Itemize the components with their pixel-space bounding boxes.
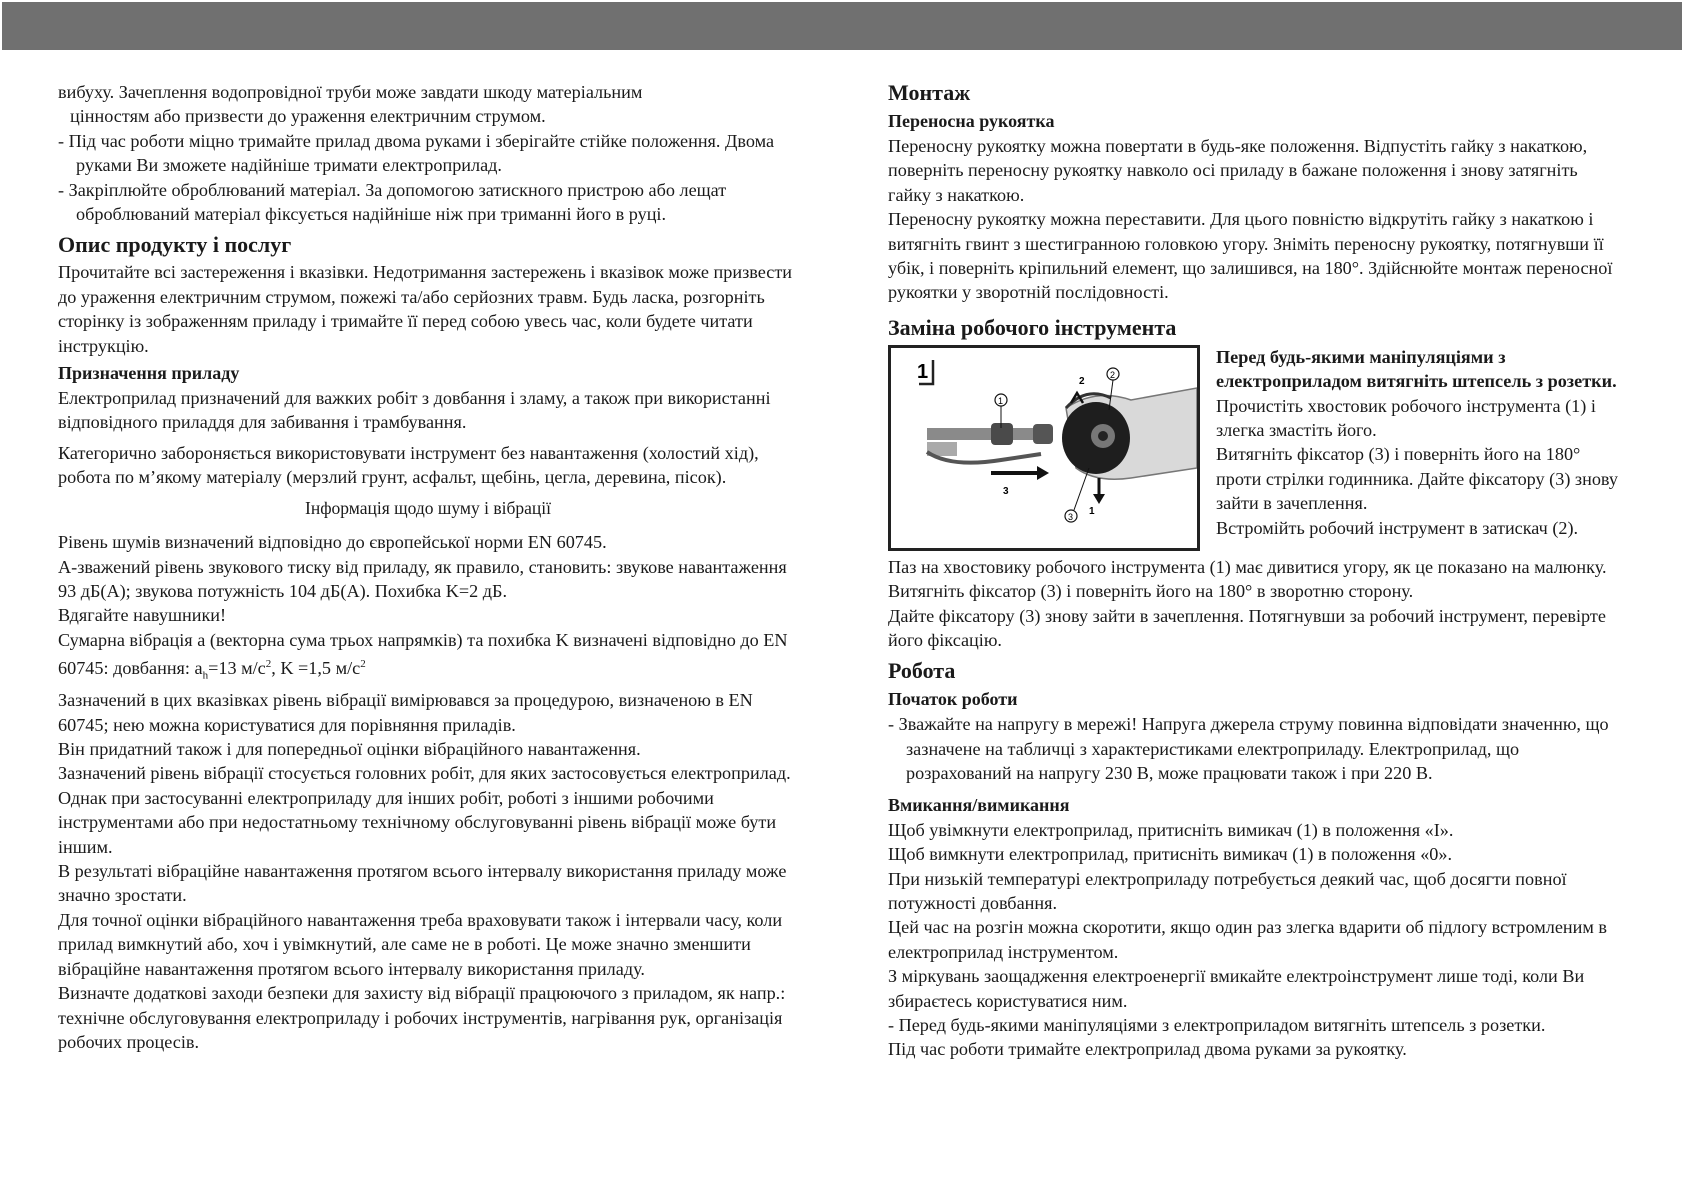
figure-callout: 2 bbox=[1079, 375, 1085, 387]
noise-paragraph: А-зважений рівень звукового тиску від приладу, як правило, становить: звукове навантаження 93 дБ(А); звукова потужність 104 дБ(А). Похибка K=2 дБ. bbox=[58, 556, 787, 601]
vibration-paragraph: Для точної оцінки вібраційного навантаження треба враховувати також і інтервали часу, коли прилад вимкнутий або, хоч і увімкнутий, але саме не в роботі. Це може значно зменшити вібраційне навантаження протягом всього інтервалу використання приладу. bbox=[58, 909, 783, 979]
figure-callout: 1 bbox=[998, 395, 1004, 406]
purpose-warning: Категорично забороняється використовувати інструмент без навантаження (холостий хід), робота по м’якому матеріалу (мерзлий грунт, асфальт, щебінь, цегла, деревина, пісок). bbox=[58, 442, 759, 488]
heading-work: Робота bbox=[888, 658, 956, 684]
vibration-paragraph: Він придатний також і для попередньої оцінки вібраційного навантаження. bbox=[58, 739, 641, 760]
onoff-bullet: - Перед будь-якими маніпуляціями з електроприладом витягніть штепсель з розетки. bbox=[888, 1014, 1546, 1035]
intro-line: вибуху. Зачеплення водопровідної труби може завдати шкоду матеріальним bbox=[58, 82, 643, 102]
vibration-paragraph: Сумарна вібрація а (векторна сума трьох напрямків) та похибка K визначені відповідно до EN 60745: довбання: $a_h=13$ $м/с^2$, K =1,5 $м/с^2$ bbox=[58, 629, 788, 682]
heading-purpose: Призначення приладу bbox=[58, 363, 240, 384]
heading-replace: Заміна робочого інструмента bbox=[888, 314, 1177, 340]
onoff-paragraph: При низькій температурі електроприладу потребується деякий час, щоб досягти повної потужності довбання. bbox=[888, 868, 1567, 913]
left-column bbox=[58, 80, 798, 1054]
replace-paragraph: Дайте фіксатору (3) знову зайти в зачеплення. Потягнувши за робочий інструмент, перевірте його фіксацію. bbox=[888, 605, 1606, 651]
heading-start: Початок роботи bbox=[888, 689, 1018, 710]
figure-step: Прочистіть хвостовик робочого інструмента (1) і злегка змастіть його. bbox=[1216, 395, 1596, 441]
replace-paragraph: Витягніть фіксатор (3) і поверніть його на 180° в зворотню сторону. bbox=[888, 581, 1414, 602]
vibration-paragraph: Визначте додаткові заходи безпеки для захисту від вібрації працюючого з приладом, як напр.: технічне обслуговування електроприладу і робочих інструментів, нагрівання рук, організація робочих процесів. bbox=[58, 983, 786, 1052]
heading-onoff: Вмикання/вимикання bbox=[888, 794, 1070, 815]
vibration-paragraph: В результаті вібраційне навантаження протягом всього інтервалу використання приладу може значно зростати. bbox=[58, 861, 787, 906]
header-bar bbox=[2, 2, 1682, 50]
vibration-paragraph: Зазначений рівень вібрації стосується головних робіт, для яких застосовується електроприлад. Однак при застосуванні електроприладу для інших робіт, роботі з іншими робочими інструментами або при недостатньому технічному обслуговуванні рівень вібрації може бути іншим. bbox=[58, 763, 791, 857]
vibration-paragraph: Зазначений в цих вказівках рівень вібрації вимірювався за процедурою, визначеною в EN 60745; нею можна користуватися для порівняння приладів. bbox=[58, 690, 753, 735]
noise-heading: Інформація щодо шуму і вібрації bbox=[305, 497, 551, 518]
safety-bullet: - Під час роботи міцно тримайте прилад двома руками і зберігайте стійке положення. Двома руками Ви зможете надійніше тримати електроприлад. bbox=[58, 130, 775, 176]
purpose-text: Електроприлад призначений для важких робіт з довбання і зламу, а також при використанні відповідного приладдя для забивання і трамбування. bbox=[58, 388, 771, 433]
figure-step: Витягніть фіксатор (3) і поверніть його на 180° проти стрілки годинника. Дайте фіксатору (3) знову зайти в зачеплення. bbox=[1216, 444, 1618, 514]
right-column bbox=[888, 80, 1618, 1062]
handle-paragraph: Переносну рукоятку можна повертати в будь-яке положення. Відпустіть гайку з накаткою, поверніть переносну рукоятку навколо осі приладу в бажане положення і знову затягніть гайку з накаткою. bbox=[888, 136, 1588, 205]
noise-paragraph: Рівень шумів визначений відповідно до європейської норми EN 60745. bbox=[58, 532, 607, 553]
start-bullet: - Зважайте на напругу в мережі! Напруга джерела струму повинна відповідати значенню, що зазначене на табличці з характеристиками електроприладу. Електроприлад, що розрахований на напругу 230 В, може працювати також і при 220 В. bbox=[888, 714, 1609, 784]
description-text: Прочитайте всі застереження і вказівки. Недотримання застережень і вказівок може призвести до ураження електричним струмом, пожежі та/або серйозних травм. Будь ласка, розгорніть сторінку із зображенням приладу і тримайте її перед собою увесь час, коли будете читати інструкцію. bbox=[58, 262, 793, 356]
tool-insertion-figure bbox=[888, 345, 1200, 551]
figure-callout: 3 bbox=[1068, 511, 1074, 522]
figure-warning: Перед будь-якими маніпуляціями з електроприладом витягніть штепсель з розетки. bbox=[1216, 346, 1617, 392]
figure-row bbox=[888, 345, 1618, 551]
figure-step-label: 1 bbox=[917, 360, 929, 383]
heading-description: Опис продукту і послуг bbox=[58, 232, 292, 258]
onoff-paragraph: Щоб увімкнути електроприлад, притисніть вимикач (1) в положення «I». bbox=[888, 819, 1454, 840]
heading-mount: Монтаж bbox=[888, 80, 971, 105]
figure-callout: 2 bbox=[1110, 369, 1116, 380]
safety-bullet: - Закріплюйте оброблюваний матеріал. За допомогою затискного пристрою або лещат оброблюваний матеріал фіксується надійніше ніж при триманні його в руці. bbox=[58, 179, 727, 225]
handle-paragraph: Переносну рукоятку можна переставити. Для цього повністю відкрутіть гайку з накаткою і витягніть гвинт з шестигранною головкою угору. Зніміть переносну рукоятку, потягнувши її убік, і поверніть кріпильний елемент, що залишився, на 180°. Здійснюйте монтаж переносної рукоятки у зворотній послідовності. bbox=[888, 209, 1613, 303]
onoff-paragraph: З міркувань заощадження електроенергії вмикайте електроінструмент лише тоді, коли Ви збираєтесь користуватися ним. bbox=[888, 966, 1585, 1011]
heading-handle: Переносна рукоятка bbox=[888, 111, 1055, 131]
figure-instructions bbox=[1216, 345, 1618, 551]
tool-illustration bbox=[891, 348, 1197, 548]
replace-paragraph: Паз на хвостовику робочого інструмента (1) має дивитися угору, як це показано на малюнку. bbox=[888, 556, 1607, 577]
figure-callout: 3 bbox=[1003, 485, 1009, 497]
intro-line: цінностям або призвести до ураження електричним струмом. bbox=[70, 106, 546, 127]
onoff-paragraph: Щоб вимкнути електроприлад, притисніть вимикач (1) в положення «0». bbox=[888, 844, 1453, 865]
figure-callout: 1 bbox=[1089, 505, 1095, 517]
onoff-paragraph: Під час роботи тримайте електроприлад двома руками за рукоятку. bbox=[888, 1039, 1407, 1060]
noise-paragraph: Вдягайте навушники! bbox=[58, 605, 227, 626]
onoff-paragraph: Цей час на розгін можна скоротити, якщо один раз злегка вдарити об підлогу встромленим в електроприлад інструментом. bbox=[888, 917, 1607, 962]
figure-step: Встромійть робочий інструмент в затискач (2). bbox=[1216, 517, 1579, 538]
